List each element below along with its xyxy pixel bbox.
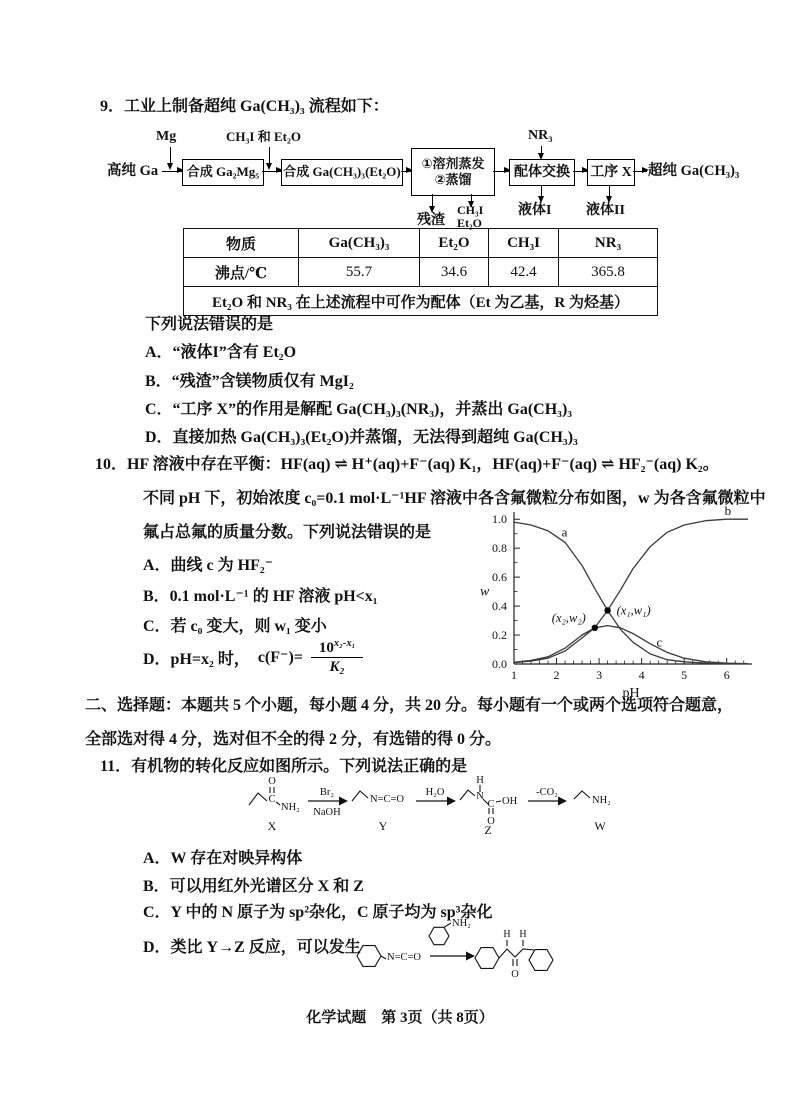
svg-text:0.0: 0.0 <box>492 657 507 671</box>
svg-text:0.2: 0.2 <box>492 628 507 643</box>
flow-box-evaporate-distill <box>411 148 495 196</box>
svg-text:0.8: 0.8 <box>492 541 507 556</box>
q10-option-c: C．若 c₀ 变大，则 w₁ 变小 <box>143 618 327 635</box>
z-carbon-label: C <box>487 799 495 810</box>
arrow1-reagent-top: Br₂ <box>319 787 335 798</box>
flow-box-synth1: 合成 Ga₂Mg₅ <box>182 159 264 186</box>
flow-box3-line1: ①溶剂蒸发 <box>421 155 485 171</box>
section2-line2: 全部选对得 4 分，选对但不全的得 2 分，有选错的得 0 分。 <box>85 731 502 748</box>
x-oxygen-label: O <box>268 776 276 787</box>
table-cell: 365.8 <box>559 258 658 287</box>
q9-lead: 下列说法错误的是 <box>145 316 274 333</box>
q10-option-d <box>143 638 363 677</box>
svg-text:(x₁,w₁): (x₁,w₁) <box>616 603 651 618</box>
q9-option-a: A．“液体I”含有 Et₂O <box>145 344 297 361</box>
svg-text:c: c <box>656 634 663 650</box>
svg-text:(x₂,w₂): (x₂,w₂) <box>551 610 586 625</box>
flow-box-ligand-exchange: 配体交换 <box>509 159 575 186</box>
flow-out-liquid1: 液体I <box>518 203 552 218</box>
flow-box3-line2: ②蒸馏 <box>434 172 472 187</box>
q11-stem: 11．有机物的转化反应如图所示。下列说法正确的是 <box>100 758 468 775</box>
page-footer: 化学试题 第 3页（共 8页） <box>306 1010 494 1026</box>
table-row <box>184 287 658 316</box>
cyclohexane-ring <box>357 946 381 967</box>
svg-text:0.4: 0.4 <box>492 599 507 614</box>
w-amine-label: NH₂ <box>592 795 611 806</box>
d-urea-oxygen-label: O <box>511 969 519 980</box>
q10-option-d-lhs: c(F⁻)= <box>257 649 303 667</box>
q11-option-a: A．W 存在对映异构体 <box>143 850 303 867</box>
y-isocyanate-label: N=C=O <box>370 794 405 805</box>
z-nitrogen-label: N <box>476 791 484 802</box>
x-amide-label: NH₂ <box>281 802 300 813</box>
flow-out-ch3i: CH₃I <box>457 203 484 217</box>
flow-arrow <box>573 171 587 172</box>
svg-text:3: 3 <box>596 668 603 682</box>
q11-reaction-scheme <box>240 774 620 834</box>
q9-stem: 9．工业上制备超纯 Ga(CH₃)₃ 流程如下： <box>100 98 389 115</box>
q11-option-d-text: D．类比 Y→Z 反应，可以发生 <box>143 939 361 956</box>
table-cell: 55.7 <box>299 258 420 287</box>
q10-stem-line1: 10．HF 溶液中存在平衡：HF(aq) ⇌ H⁺(aq)+F⁻(aq) K₁，HF(aq)+F⁻(aq) ⇌ HF₂⁻(aq) K₂。 <box>95 456 719 473</box>
arrow2-reagent-top: H₂O <box>425 787 445 798</box>
svg-text:2: 2 <box>553 668 560 682</box>
z-label: Z <box>484 823 492 834</box>
q10-option-b: B．0.1 mol·L⁻¹ 的 HF 溶液 pH<x₁ <box>143 588 378 605</box>
flow-input-ch3i-et2o: CH₃I 和 Et₂O <box>226 129 301 144</box>
flow-arrow-residue-down <box>432 194 433 211</box>
svg-text:6: 6 <box>723 668 730 682</box>
q9-option-c: C．“工序 X”的作用是解配 Ga(CH₃)₃(NR₃)，并蒸出 Ga(CH₃)₃ <box>145 401 573 418</box>
table-note-cell: Et₂O 和 NR₃ 在上述流程中可作为配体（Et 为乙基，R 为烃基） <box>184 287 658 316</box>
flow-arrow-liquid2-down <box>609 185 610 201</box>
table-cell: 沸点/℃ <box>184 258 299 287</box>
x-label: X <box>267 819 277 833</box>
hf-species-distribution-chart <box>462 502 754 702</box>
y-label: Y <box>378 819 388 833</box>
svg-text:pH: pH <box>622 686 640 701</box>
z-hydroxyl-label: OH <box>502 796 518 807</box>
svg-text:1.0: 1.0 <box>492 512 507 527</box>
flow-out-residue: 残渣 <box>417 213 445 228</box>
d-isocyanate-label: N=C=O <box>387 952 422 963</box>
q10-stem-line3: 氟占总氟的质量分数。下列说法错误的是 <box>143 524 432 541</box>
table-cell: 34.6 <box>420 258 489 287</box>
q10-option-a: A．曲线 c 为 HF₂⁻ <box>143 557 274 574</box>
flow-box-synth2: 合成 Ga(CH₃)₃(Et₂O) <box>281 159 403 186</box>
z-oxygen-label: O <box>487 816 495 827</box>
flow-out-et2o: Et₂O <box>457 216 482 230</box>
z-hydrogen-label: H <box>476 775 484 786</box>
table-cell: NR₃ <box>559 229 658 258</box>
d-amine-label: NH₂ <box>452 918 471 929</box>
flow-arrow-nr3-down <box>541 146 542 158</box>
flow-input-nr3: NR₃ <box>528 128 553 143</box>
flow-arrow <box>633 171 647 172</box>
table-cell: CH₃I <box>489 229 559 258</box>
table-row <box>184 258 658 287</box>
x-carbon-label: C <box>268 794 276 805</box>
flow-out-liquid2: 液体II <box>586 203 625 218</box>
q9-boiling-point-table <box>183 228 658 316</box>
cyclohexane-ring <box>429 927 449 944</box>
q10-option-d-fraction <box>311 638 363 677</box>
w-label: W <box>594 819 606 833</box>
flow-arrow-liquid1-down <box>541 185 542 201</box>
q11-option-d-scheme <box>350 916 560 980</box>
q11-option-b: B．可以用红外光谱区分 X 和 Z <box>143 878 364 895</box>
table-cell: 42.4 <box>489 258 559 287</box>
flow-arrow <box>262 171 281 172</box>
flow-arrow <box>493 171 509 172</box>
q10-option-d-prefix: D．pH=x₂ 时， <box>143 650 250 668</box>
molecule-y <box>352 791 368 801</box>
q10-stem-line2: 不同 pH 下，初始浓度 c₀=0.1 mol·L⁻¹HF 溶液中各含氟微粒分布如图，w 为各含氟微粒中 <box>143 490 766 507</box>
svg-text:w: w <box>480 584 490 600</box>
table-cell: Ga(CH₃)₃ <box>299 229 420 258</box>
flow-input-mg: Mg <box>156 129 177 144</box>
section2-line1: 二、选择题：本题共 5 个小题，每小题 4 分，共 20 分。每小题有一个或两个选项符合题意， <box>85 697 734 714</box>
d-urea-h1-label: H <box>503 929 511 940</box>
q9-option-b: B．“残渣”含镁物质仅有 MgI₂ <box>145 373 354 390</box>
svg-text:b: b <box>724 502 732 518</box>
table-cell: 物质 <box>184 229 299 258</box>
fraction-denominator: K₂ <box>329 659 345 675</box>
d-urea-h2-label: H <box>519 929 527 940</box>
flow-arrow <box>162 171 182 172</box>
arrow1-reagent-bottom: NaOH <box>313 807 341 818</box>
svg-text:1: 1 <box>511 668 517 682</box>
cyclohexane-ring <box>475 948 499 969</box>
flow-arrow-input2-down <box>269 147 270 168</box>
flow-start-label: 高纯 Ga <box>107 163 159 179</box>
flow-arrow <box>401 171 411 172</box>
svg-text:0.6: 0.6 <box>492 570 507 585</box>
table-row <box>184 229 658 258</box>
svg-text:a: a <box>561 524 568 540</box>
arrow3-reagent-top: -CO₂ <box>536 787 558 798</box>
cyclohexane-ring <box>529 950 553 971</box>
svg-text:4: 4 <box>638 668 645 682</box>
flow-arrow-mg-down <box>170 147 171 168</box>
q9-option-d: D．直接加热 Ga(CH₃)₃(Et₂O)并蒸馏，无法得到超纯 Ga(CH₃)₃ <box>145 429 578 446</box>
q11-option-c: C．Y 中的 N 原子为 sp²杂化，C 原子均为 sp³杂化 <box>143 904 493 921</box>
table-cell: Et₂O <box>420 229 489 258</box>
fraction-numerator-exponent: x₂-x₁ <box>333 638 356 649</box>
flow-box-process-x: 工序 X <box>587 159 635 186</box>
svg-text:5: 5 <box>681 668 688 682</box>
fraction-numerator-base: 10 <box>318 640 334 656</box>
flow-end-label: 超纯 Ga(CH₃)₃ <box>648 163 740 179</box>
molecule-w <box>574 791 590 799</box>
